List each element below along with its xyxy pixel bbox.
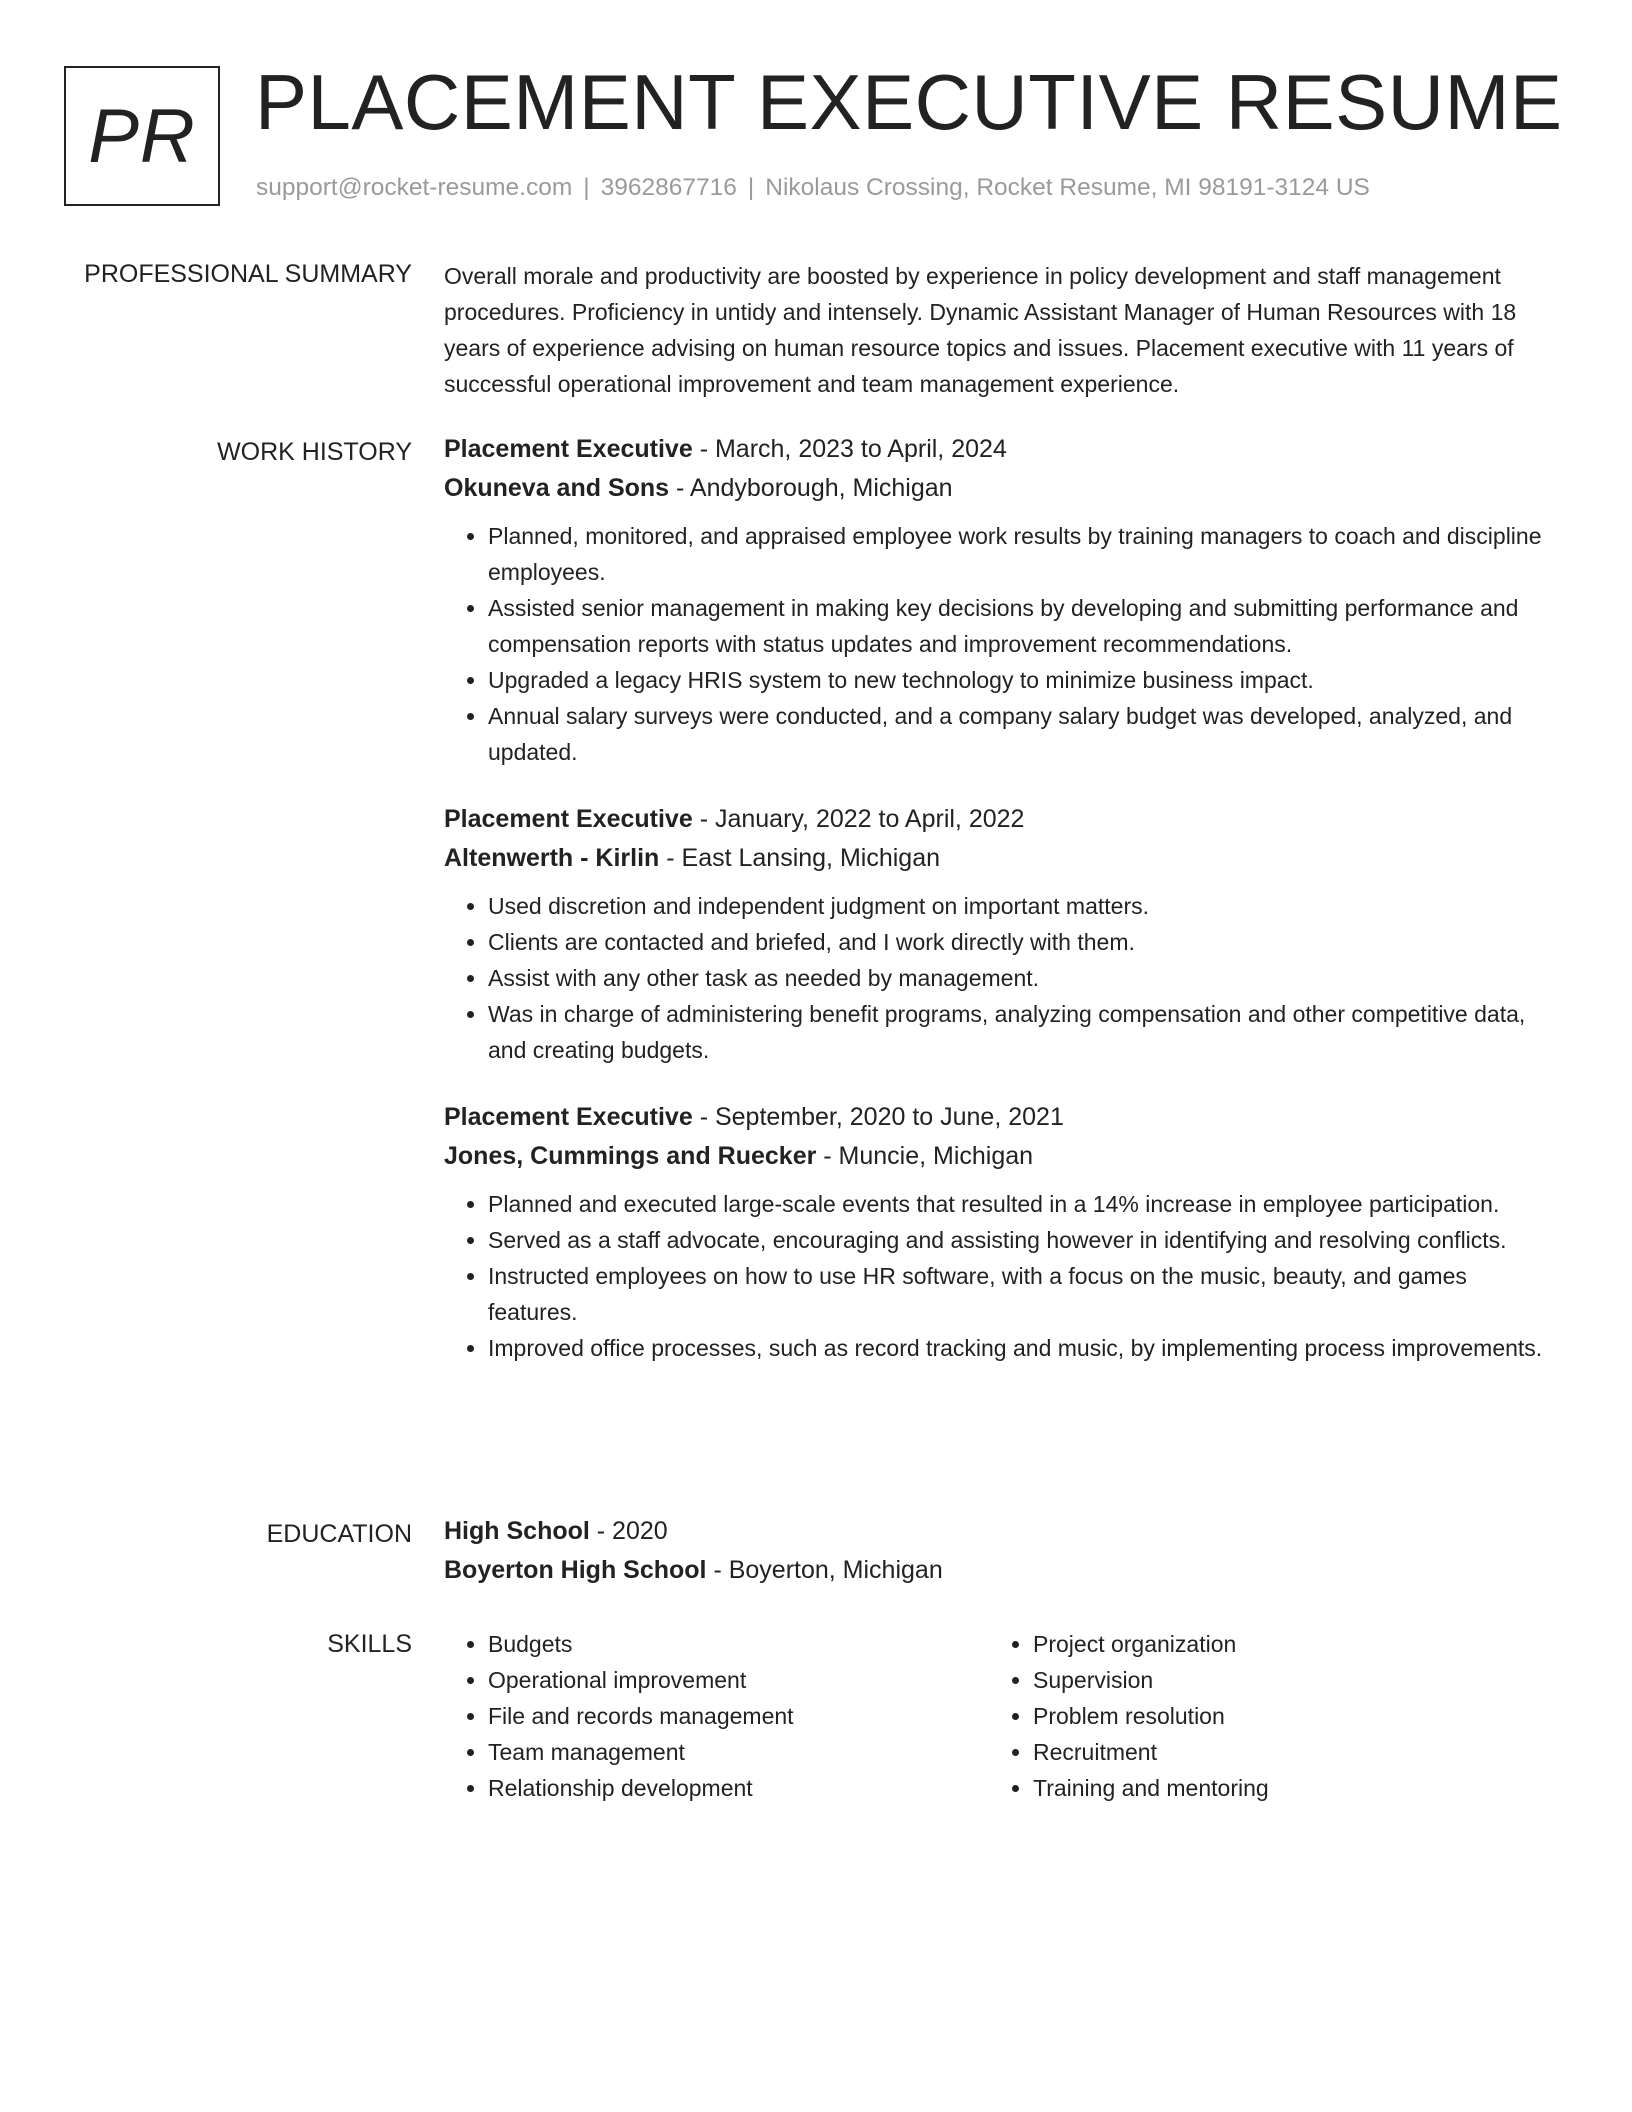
- list-item: • Upgraded a legacy HRIS system to new technology to minimize business impact.: [488, 662, 1554, 698]
- list-item: • Training and mentoring: [1033, 1770, 1534, 1806]
- work-history-body: [444, 430, 1554, 1366]
- job-title: Placement Executive: [444, 435, 693, 463]
- job-duties-list: [444, 1186, 1554, 1366]
- list-item: • Instructed employees on how to use HR software, with a focus on the music, beauty, and games features.: [488, 1258, 1554, 1330]
- contact-address: Nikolaus Crossing, Rocket Resume, MI 98191-3124 US: [765, 174, 1370, 201]
- skills-heading: SKILLS: [327, 1630, 412, 1658]
- contact-line: [256, 174, 1370, 202]
- job-location: - Andyborough, Michigan: [669, 474, 953, 502]
- list-item: • Problem resolution: [1033, 1698, 1534, 1734]
- job-title-line: [444, 1098, 1554, 1137]
- list-item: • Planned and executed large-scale events that resulted in a 14% increase in employee participation.: [488, 1186, 1554, 1222]
- monogram-logo: [64, 66, 220, 206]
- job-duties-list: [444, 888, 1554, 1068]
- education-body: [444, 1512, 1554, 1590]
- skills-body: [444, 1626, 1554, 1806]
- job-company: Jones, Cummings and Ruecker: [444, 1142, 817, 1170]
- job-company: Altenwerth - Kirlin: [444, 844, 660, 872]
- contact-phone[interactable]: 3962867716: [600, 174, 737, 201]
- job-entry: [444, 800, 1554, 1068]
- job-company-line: [444, 839, 1554, 878]
- contact-separator: |: [747, 174, 755, 201]
- skills-column-right: [989, 1626, 1534, 1806]
- list-item: • Used discretion and independent judgment on important matters.: [488, 888, 1554, 924]
- summary-text: Overall morale and productivity are boosted by experience in policy development and staff management procedures. Proficiency in untidy and intensely. Dynamic Assistant Manager of Human Resources with 18 years of experience advising on human resource topics and issues. Placement executive with 11 years of successful operational improvement and team management experience.: [444, 263, 1517, 397]
- list-item: • Project organization: [1033, 1626, 1534, 1662]
- education-heading: EDUCATION: [266, 1520, 412, 1548]
- page-title: PLACEMENT EXECUTIVE RESUME: [255, 58, 1563, 146]
- monogram-initials: PR: [88, 93, 196, 179]
- contact-email[interactable]: support@rocket-resume.com: [256, 174, 573, 201]
- job-title: Placement Executive: [444, 1103, 693, 1131]
- list-item: • Recruitment: [1033, 1734, 1534, 1770]
- job-dates: - September, 2020 to June, 2021: [692, 1103, 1064, 1131]
- education-degree: High School: [444, 1517, 590, 1545]
- job-title-line: [444, 430, 1554, 469]
- list-item: • Team management: [488, 1734, 989, 1770]
- job-title-line: [444, 800, 1554, 839]
- list-item: • Relationship development: [488, 1770, 989, 1806]
- list-item: • Budgets: [488, 1626, 989, 1662]
- education-location: - Boyerton, Michigan: [706, 1556, 943, 1584]
- list-item: • Served as a staff advocate, encouraging and assisting however in identifying and resolving conflicts.: [488, 1222, 1554, 1258]
- list-item: • Clients are contacted and briefed, and I work directly with them.: [488, 924, 1554, 960]
- summary-heading: PROFESSIONAL SUMMARY: [84, 260, 412, 288]
- summary-body: [444, 258, 1554, 402]
- education-degree-line: [444, 1512, 1554, 1551]
- job-dates: - January, 2022 to April, 2022: [692, 805, 1025, 833]
- list-item: • Operational improvement: [488, 1662, 989, 1698]
- education-school: Boyerton High School: [444, 1556, 707, 1584]
- contact-separator: |: [583, 174, 590, 201]
- list-item: • File and records management: [488, 1698, 989, 1734]
- list-item: • Planned, monitored, and appraised employee work results by training managers to coach and discipline employees.: [488, 518, 1554, 590]
- list-item: • Assisted senior management in making key decisions by developing and submitting performance and compensation reports with status updates and improvement recommendations.: [488, 590, 1554, 662]
- skills-column-left: [444, 1626, 989, 1806]
- job-dates: - March, 2023 to April, 2024: [692, 435, 1007, 463]
- list-item: • Improved office processes, such as record tracking and music, by implementing process improvements.: [488, 1330, 1554, 1366]
- job-duties-list: [444, 518, 1554, 770]
- list-item: • Was in charge of administering benefit programs, analyzing compensation and other competitive data, and creating budgets.: [488, 996, 1554, 1068]
- job-title: Placement Executive: [444, 805, 693, 833]
- job-entry: [444, 1098, 1554, 1366]
- list-item: • Annual salary surveys were conducted, and a company salary budget was developed, analyzed, and updated.: [488, 698, 1554, 770]
- work-history-heading: WORK HISTORY: [217, 438, 412, 466]
- job-location: - East Lansing, Michigan: [659, 844, 940, 872]
- job-location: - Muncie, Michigan: [816, 1142, 1034, 1170]
- list-item: • Assist with any other task as needed by management.: [488, 960, 1554, 996]
- job-entry: [444, 430, 1554, 770]
- education-year: - 2020: [589, 1517, 668, 1545]
- list-item: • Supervision: [1033, 1662, 1534, 1698]
- job-company-line: [444, 1137, 1554, 1176]
- job-company: Okuneva and Sons: [444, 474, 670, 502]
- job-company-line: [444, 469, 1554, 508]
- education-school-line: [444, 1551, 1554, 1590]
